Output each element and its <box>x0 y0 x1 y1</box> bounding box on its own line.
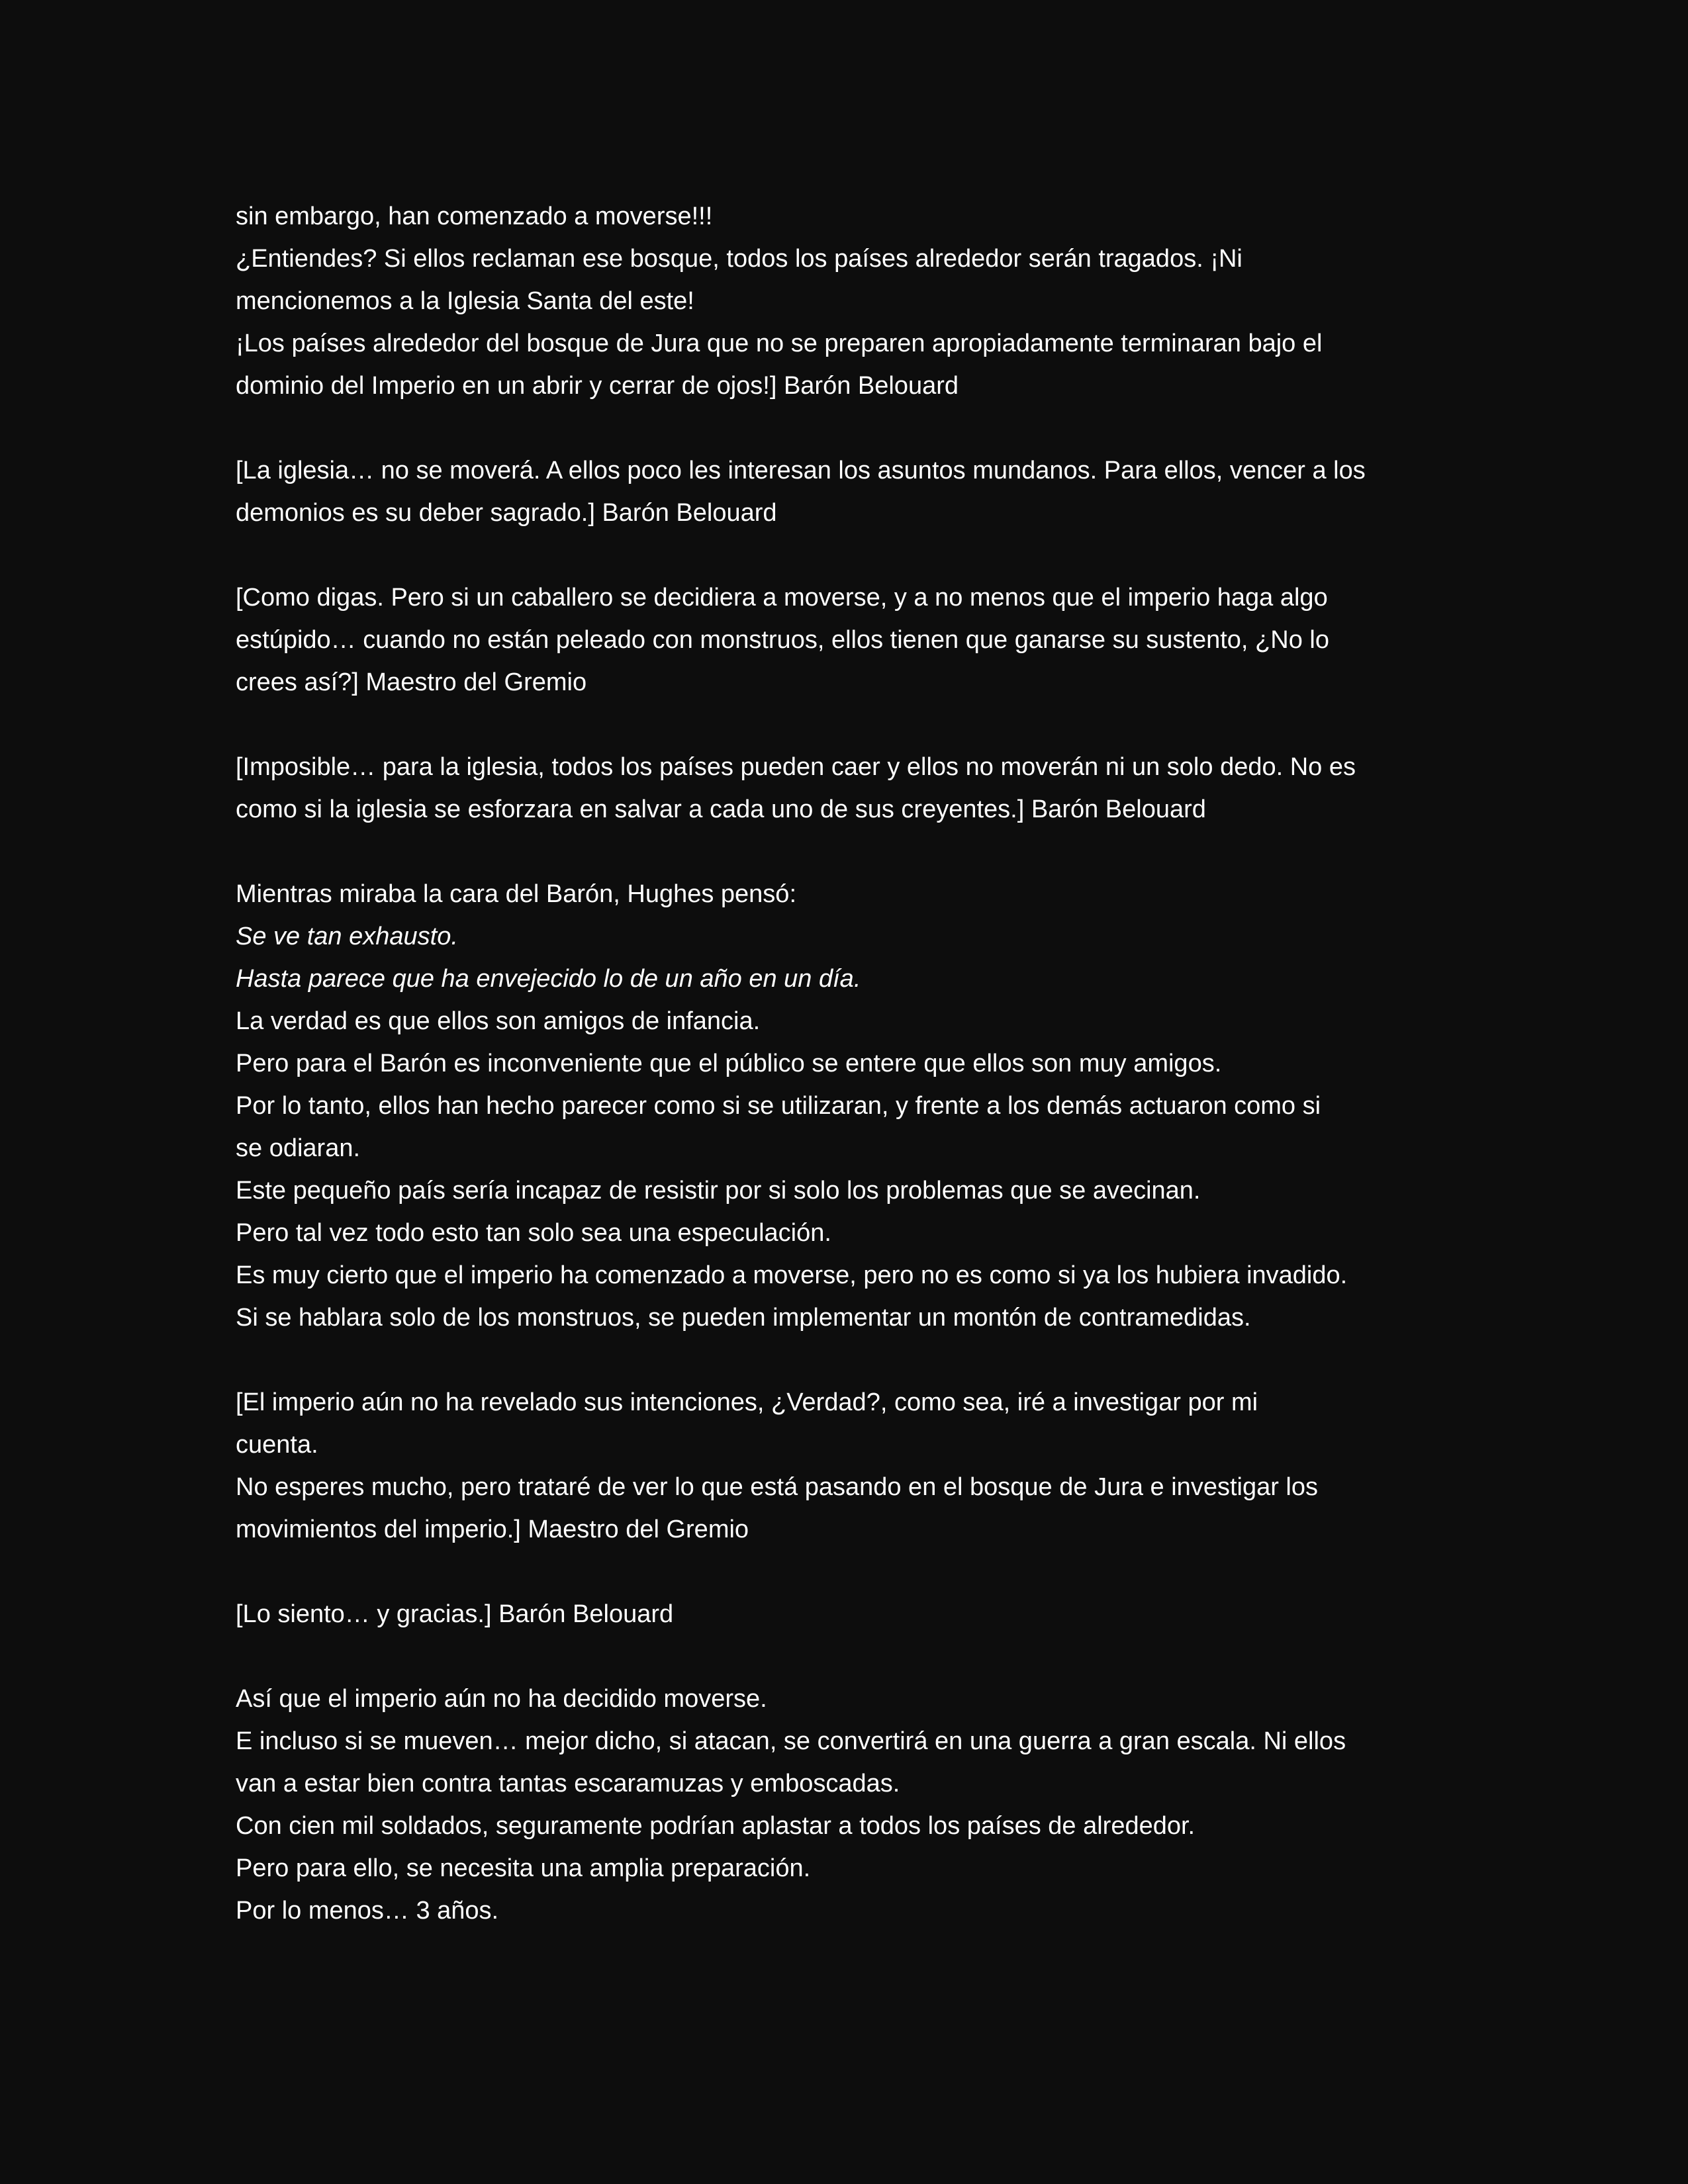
text-line: estúpido… cuando no están peleado con monstruos, ellos tienen que ganarse su sustento, ¿No lo <box>236 626 1329 654</box>
paragraph-gap <box>236 534 1467 576</box>
text-line: [Imposible… para la iglesia, todos los países pueden caer y ellos no moverán ni un solo dedo. No es <box>236 753 1356 781</box>
text-line: Pero para ello, se necesita una amplia preparación. <box>236 1854 811 1882</box>
text-line: E incluso si se mueven… mejor dicho, si atacan, se convertirá en una guerra a gran escala. Ni ellos <box>236 1727 1346 1755</box>
italic-thought-line: Hasta parece que ha envejecido lo de un año en un día. <box>236 965 861 993</box>
text-line: Pero para el Barón es inconveniente que el público se entere que ellos son muy amigos. <box>236 1050 1222 1077</box>
paragraph-gap <box>236 831 1467 873</box>
text-line: No esperes mucho, pero trataré de ver lo que está pasando en el bosque de Jura e investigar los <box>236 1473 1319 1501</box>
text-line: sin embargo, han comenzado a moverse!!! <box>236 203 713 230</box>
text-line: dominio del Imperio en un abrir y cerrar de ojos!] Barón Belouard <box>236 372 959 400</box>
text-line: Pero tal vez todo esto tan solo sea una especulación. <box>236 1219 831 1247</box>
text-line: [Lo siento… y gracias.] Barón Belouard <box>236 1600 674 1628</box>
text-line: Por lo tanto, ellos han hecho parecer como si se utilizaran, y frente a los demás actuaron como si <box>236 1092 1321 1120</box>
paragraph-gap <box>236 1339 1467 1381</box>
text-line: ¿Entiendes? Si ellos reclaman ese bosque, todos los países alrededor serán tragados. ¡Ni <box>236 245 1243 273</box>
text-line: mencionemos a la Iglesia Santa del este! <box>236 287 694 315</box>
text-line: [El imperio aún no ha revelado sus intenciones, ¿Verdad?, como sea, iré a investigar por mi <box>236 1388 1258 1416</box>
text-line: demonios es su deber sagrado.] Barón Belouard <box>236 499 777 527</box>
text-line: cuenta. <box>236 1431 318 1459</box>
text-line: ¡Los países alrededor del bosque de Jura que no se preparen apropiadamente terminaran bajo el <box>236 330 1323 357</box>
text-line: Este pequeño país sería incapaz de resistir por si solo los problemas que se avecinan. <box>236 1177 1201 1205</box>
document-body <box>236 195 1467 1932</box>
text-line: Mientras miraba la cara del Barón, Hughes pensó: <box>236 880 797 908</box>
paragraph-gap <box>236 704 1467 746</box>
italic-thought-line: Se ve tan exhausto. <box>236 923 458 950</box>
text-line: movimientos del imperio.] Maestro del Gremio <box>236 1516 749 1543</box>
text-line: La verdad es que ellos son amigos de infancia. <box>236 1007 761 1035</box>
text-line: van a estar bien contra tantas escaramuzas y emboscadas. <box>236 1770 900 1797</box>
text-line: [La iglesia… no se moverá. A ellos poco les interesan los asuntos mundanos. Para ellos, vencer a los <box>236 457 1366 484</box>
text-line: Así que el imperio aún no ha decidido moverse. <box>236 1685 767 1713</box>
text-line: Si se hablara solo de los monstruos, se pueden implementar un montón de contramedidas. <box>236 1304 1251 1332</box>
paragraph-gap <box>236 407 1467 449</box>
text-line: se odiaran. <box>236 1134 361 1162</box>
text-line: como si la iglesia se esforzara en salvar a cada uno de sus creyentes.] Barón Belouard <box>236 796 1206 823</box>
paragraph-gap <box>236 1635 1467 1678</box>
text-line: [Como digas. Pero si un caballero se decidiera a moverse, y a no menos que el imperio haga algo <box>236 584 1328 612</box>
paragraph-gap <box>236 1551 1467 1593</box>
text-line: Es muy cierto que el imperio ha comenzado a moverse, pero no es como si ya los hubiera invadido. <box>236 1261 1348 1289</box>
text-line: crees así?] Maestro del Gremio <box>236 668 587 696</box>
text-line: Por lo menos… 3 años. <box>236 1897 499 1925</box>
text-line: Con cien mil soldados, seguramente podrían aplastar a todos los países de alrededor. <box>236 1812 1196 1840</box>
